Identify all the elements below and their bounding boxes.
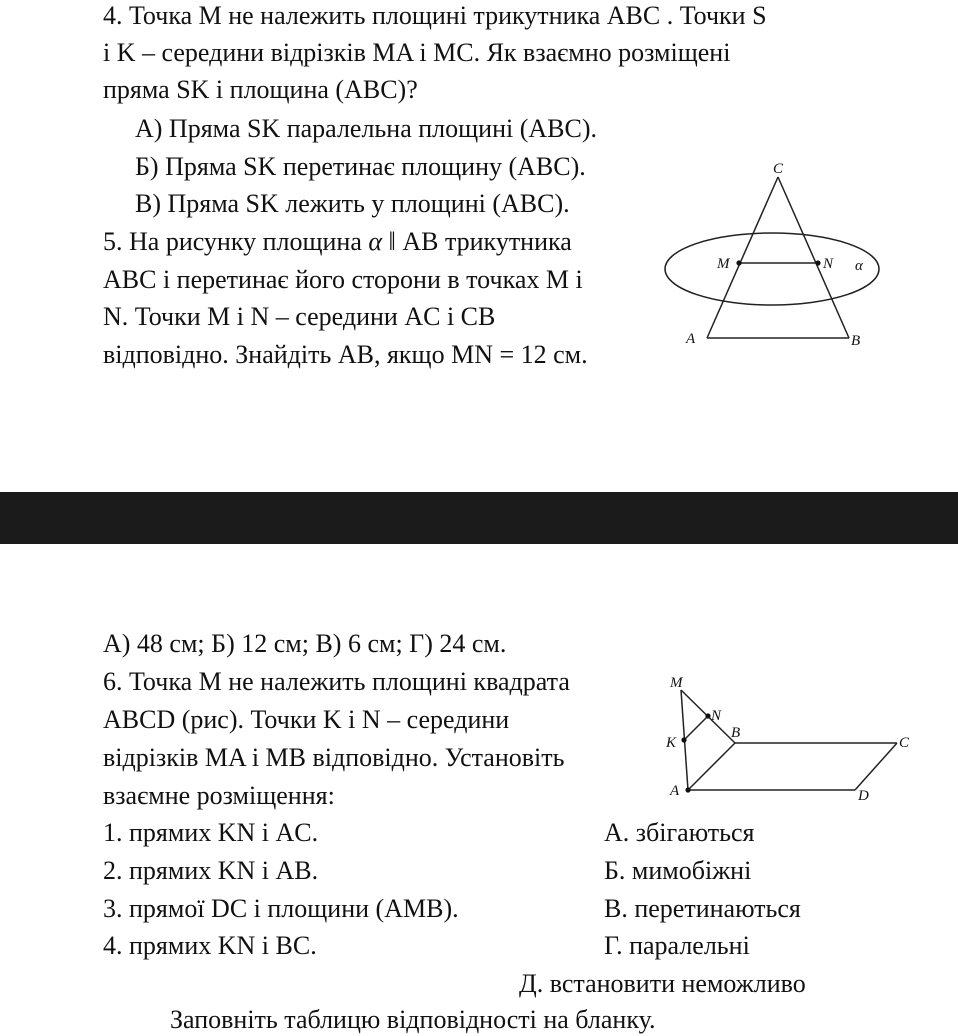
point-k [681,737,686,742]
label-c: C [773,161,784,177]
q6-choice-c: В. перетинаються [604,894,801,923]
q5-line-3: N. Точки M і N – середини AC і CB [103,302,496,331]
q6-item-2: 2. прямих KN і AB. [103,856,319,885]
q5-line-2: ABC і перетинає його сторони в точках M і [103,265,583,294]
point-n-6 [705,713,710,718]
label-c-6: C [899,735,910,751]
q4-line-3: пряма SK і площина (ABC)? [103,75,418,104]
q5-line-1-prefix: 5. На рисунку площина [103,227,369,256]
q4-option-b: Б) Пряма SK перетинає площину (ABC). [135,152,586,181]
label-a-6: A [670,783,680,799]
label-a: A [686,331,696,347]
q6-choice-a: А. збігаються [604,818,755,847]
label-m-6: M [670,675,683,691]
q5-line-4: відповідно. Знайдіть AB, якщо MN = 12 см. [103,340,588,369]
q4-line-1: 4. Точка M не належить площині трикутника ABC . Точки S [103,1,767,30]
q6-line-4: взаємне розміщення: [103,781,335,810]
q4-option-a: А) Пряма SK паралельна площині (ABC). [135,114,597,143]
edge-cd [855,743,897,790]
q6-choice-e: Д. встановити неможливо [519,969,806,998]
q6-instruction: Заповніть таблицю відповідності на бланку. [170,1005,656,1034]
edge-ab [688,743,735,790]
q6-line-3: відрізків MA і MB відповідно. Установіть [103,743,565,772]
q4-line-2: і K – середини відрізків MA і MC. Як взаємно розміщені [103,38,731,67]
q6-item-1: 1. прямих KN і AC. [103,818,319,847]
q6-choice-b: Б. мимобіжні [604,856,752,885]
label-n-6: N [711,708,722,724]
q6-line-2: ABCD (рис). Точки K і N – середини [103,705,510,734]
q6-line-1: 6. Точка M не належить площині квадрата [103,667,570,696]
q4-option-c: В) Пряма SK лежить у площині (ABC). [135,189,570,218]
q5-line-1-suffix: ‖ AB трикутника [382,227,572,256]
point-a [685,787,690,792]
label-k-6: K [666,735,677,751]
label-b-6: B [731,725,741,741]
label-alpha: α [855,258,863,274]
q6-item-3: 3. прямої DC і площини (AMB). [103,894,459,923]
label-d-6: D [858,788,869,804]
q6-choice-d: Г. паралельні [604,931,750,960]
q6-item-4: 4. прямих KN і BC. [103,931,317,960]
label-m: M [717,256,730,272]
q5-answers: А) 48 см; Б) 12 см; В) 6 см; Г) 24 см. [103,629,507,658]
label-n: N [823,256,834,272]
segment-kn [684,716,708,740]
alpha-symbol: α [368,227,383,256]
label-b: B [851,333,861,349]
